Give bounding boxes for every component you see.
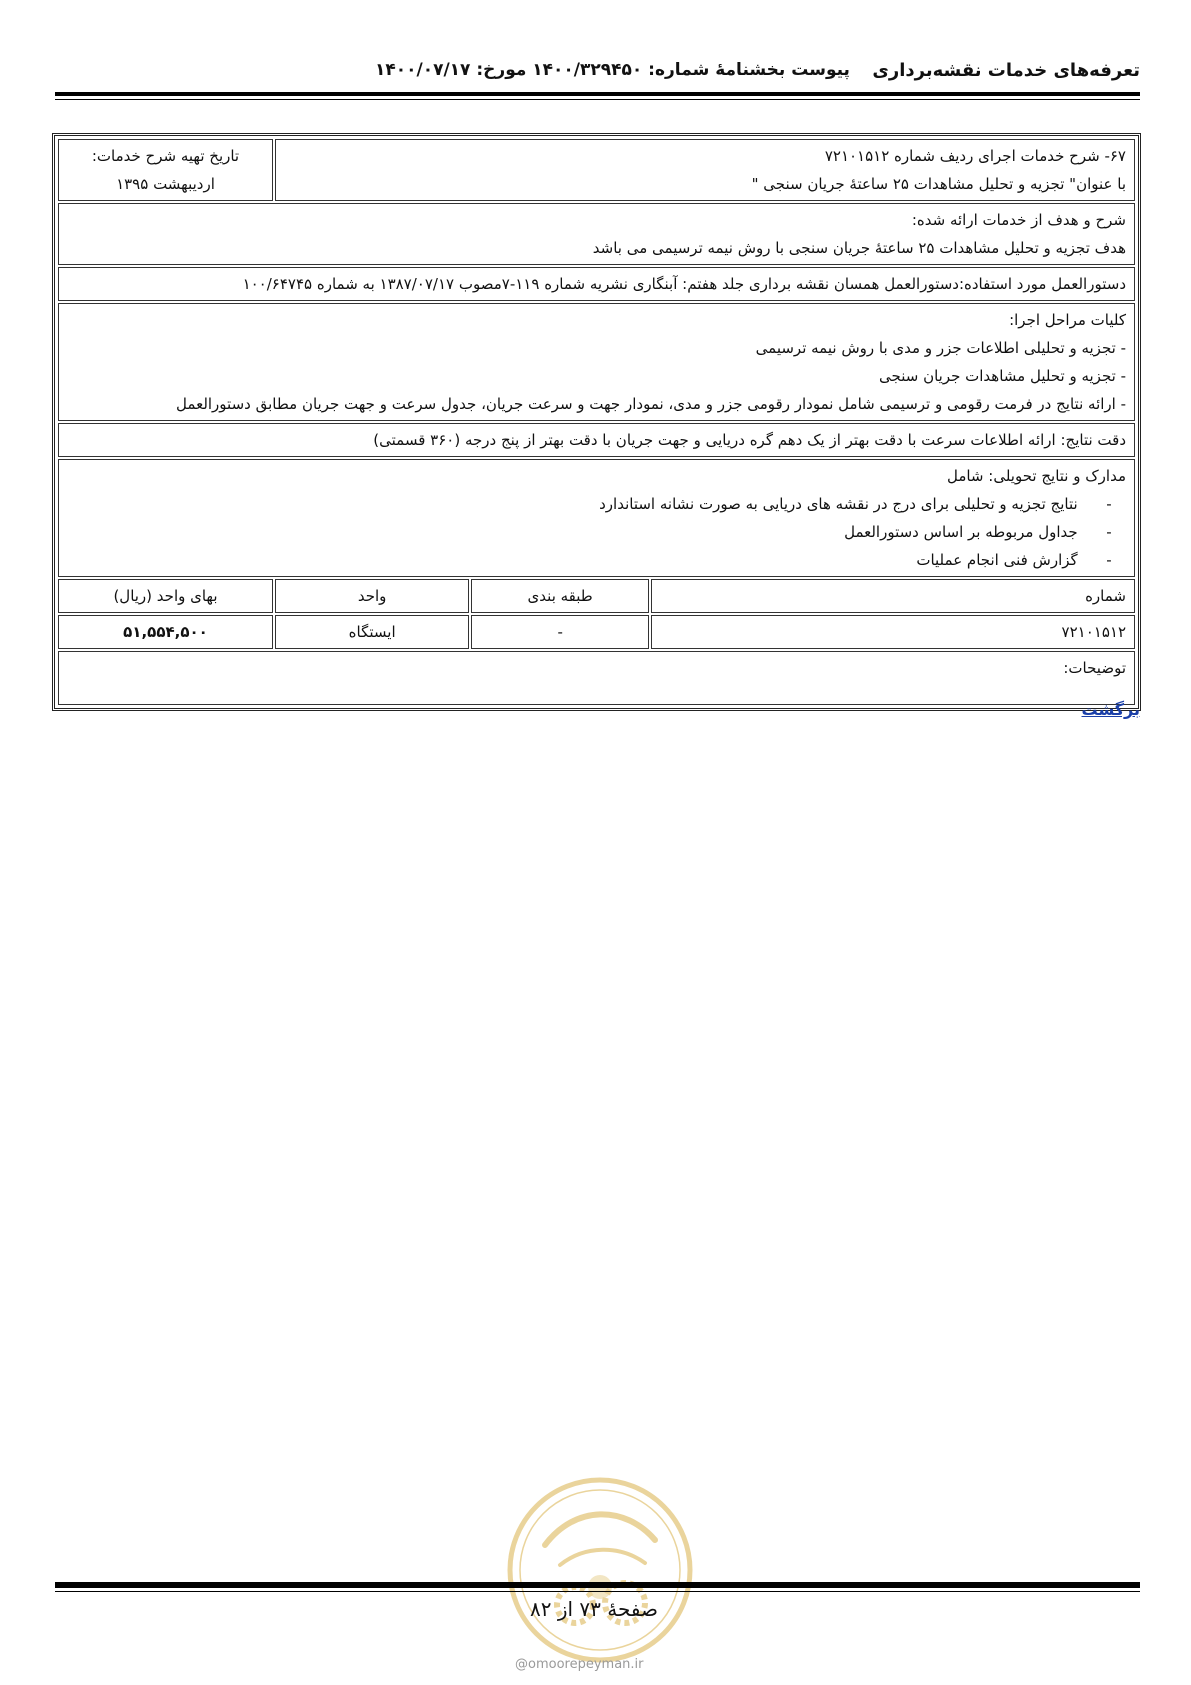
cell-class: - bbox=[471, 615, 649, 649]
price-data-row bbox=[58, 615, 1135, 649]
page-number: صفحهٔ ۷۳ از ۸۲ bbox=[530, 1597, 658, 1621]
back-link[interactable]: برگشت bbox=[1081, 700, 1140, 719]
deliverable-item: - گزارش فنی انجام عملیات bbox=[916, 551, 1112, 569]
page-header bbox=[55, 60, 1140, 88]
manual-cell: دستورالعمل مورد استفاده:دستورالعمل همسان نقشه برداری جلد هفتم: آبنگاری نشریه شماره ۱۱۹-۷مصوب ۱۳۸۷/۰۷/۱۷ به شماره ۱۰۰/۶۴۷۴۵ bbox=[58, 267, 1135, 301]
deliverables-row bbox=[58, 459, 1135, 577]
footer-url: @omoorepeyman.ir bbox=[515, 1657, 644, 1672]
item-line-2: با عنوان" تجزیه و تحلیل مشاهدات ۲۵ ساعتهٔ جریان سنجی " bbox=[751, 175, 1126, 193]
notes-label: توضیحات: bbox=[1063, 659, 1126, 677]
date-value: اردیبهشت ۱۳۹۵ bbox=[116, 175, 215, 193]
deliverable-item: - نتایج تجزیه و تحلیلی برای درج در نقشه های دریایی به صورت نشانه استاندارد bbox=[599, 495, 1112, 513]
cell-number: ۷۲۱۰۱۵۱۲ bbox=[651, 615, 1135, 649]
purpose-row bbox=[58, 203, 1135, 265]
notes-row bbox=[58, 651, 1135, 705]
step-item: - تجزیه و تحلیل مشاهدات جریان سنجی bbox=[879, 367, 1126, 385]
item-title-cell bbox=[275, 139, 1135, 201]
item-line-1: ۶۷- شرح خدمات اجرای ردیف شماره ۷۲۱۰۱۵۱۲ bbox=[824, 147, 1126, 165]
steps-cell bbox=[58, 303, 1135, 421]
step-item: - ارائه نتایج در فرمت رقومی و ترسیمی شامل نمودار رقومی جزر و مدی، نمودار جهت و سرعت جریان، جدول سرعت و جهت جریان مطابق دستورالعمل bbox=[176, 395, 1126, 413]
accuracy-row bbox=[58, 423, 1135, 457]
cell-price: ۵۱,۵۵۴,۵۰۰ bbox=[58, 615, 273, 649]
footer-rule bbox=[55, 1582, 1140, 1588]
purpose-text: هدف تجزیه و تحلیل مشاهدات ۲۵ ساعتهٔ جریان سنجی با روش نیمه ترسیمی می باشد bbox=[592, 239, 1126, 257]
steps-label: کلیات مراحل اجرا: bbox=[1009, 311, 1126, 329]
header-rule-thin bbox=[55, 99, 1140, 100]
footer-rule-thin bbox=[55, 1591, 1140, 1592]
header-unit: واحد bbox=[275, 579, 469, 613]
purpose-label: شرح و هدف از خدمات ارائه شده: bbox=[911, 211, 1126, 229]
purpose-cell bbox=[58, 203, 1135, 265]
deliverables-cell bbox=[58, 459, 1135, 577]
service-table-frame bbox=[52, 133, 1141, 711]
accuracy-cell: دقت نتایج: ارائه اطلاعات سرعت با دقت بهتر از یک دهم گره دریایی و جهت جریان با دقت بهتر از پنج درجه (۳۶۰ قسمتی) bbox=[58, 423, 1135, 457]
date-label: تاریخ تهیه شرح خدمات: bbox=[91, 147, 240, 165]
watermark-seal-icon bbox=[505, 1475, 695, 1665]
notes-cell bbox=[58, 651, 1135, 705]
steps-row bbox=[58, 303, 1135, 421]
header-price: بهای واحد (ریال) bbox=[58, 579, 273, 613]
deliverable-item: - جداول مربوطه بر اساس دستورالعمل bbox=[844, 523, 1112, 541]
service-table bbox=[56, 137, 1137, 707]
item-title-row bbox=[58, 139, 1135, 201]
cell-unit: ایستگاه bbox=[275, 615, 469, 649]
header-class: طبقه بندی bbox=[471, 579, 649, 613]
header-rule bbox=[55, 92, 1140, 96]
header-circular-ref: پیوست بخشنامهٔ شماره: ۱۴۰۰/۳۲۹۴۵۰ مورخ: ۱۴۰۰/۰۷/۱۷ bbox=[375, 60, 850, 80]
deliverables-label: مدارک و نتایج تحویلی: شامل bbox=[946, 467, 1126, 485]
header-number: شماره bbox=[651, 579, 1135, 613]
header-title: تعرفه‌های خدمات نقشه‌برداری bbox=[872, 60, 1140, 81]
step-item: - تجزیه و تحلیلی اطلاعات جزر و مدی با روش نیمه ترسیمی bbox=[755, 339, 1126, 357]
item-date-cell bbox=[58, 139, 273, 201]
price-header-row bbox=[58, 579, 1135, 613]
manual-row bbox=[58, 267, 1135, 301]
